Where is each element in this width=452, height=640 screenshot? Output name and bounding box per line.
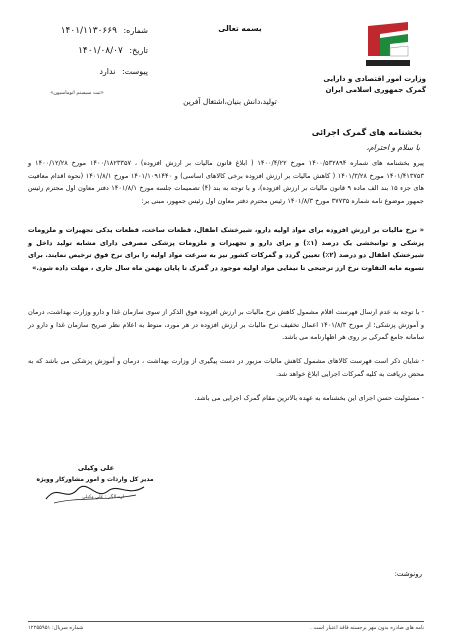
org-ministry: وزارت امور اقتصادی و دارایی	[323, 75, 426, 83]
basmala: بسمه تعالی	[218, 24, 262, 33]
salutation: با سلام و احترام،	[366, 143, 420, 152]
letter-number-row	[18, 26, 148, 36]
cc-label: رونوشت:	[394, 570, 422, 578]
bullet-3: - مسئولیت حسن اجرای این بخشنامه به عهده بالاترین مقام گمرک اجرایی می باشد.	[194, 394, 424, 402]
letter-attachment: ندارد	[99, 67, 116, 76]
footer-tracking: شماره سریال: ۱۲۲۵۵۹۵۱	[28, 625, 84, 631]
handwritten-signature	[36, 477, 156, 507]
footer-note: نامه های صادره بدون مهر برجسته فاقد اعتبار است .	[310, 625, 424, 631]
document-title: بخشنامه های گمرک اجرائی	[311, 127, 422, 137]
bullet-1: - با توجه به عدم ارسال فهرست اقلام مشمول کاهش نرخ مالیات بر ارزش افزوده فوق الذکر از سوی سازمان غذا و دارو وزارت بهداشت، درمان و آموزش پزشکی؛ از مورخ ۱۴۰۱/۸/۳ اعمال تخفیف نرخ مالیات بر ارزش افزوده در هر مورد، منوط به اعلام نظر صریح سازمان غذا و دارو در سامانه جامع گمرکی بر روی هر اظهارنامه می باشد.	[28, 308, 424, 342]
letter-date-row	[18, 46, 148, 56]
signer-name: علی وکیلی	[77, 464, 115, 472]
production-line: تولید،دانش بنیان،اشتغال آفرین	[183, 97, 277, 106]
letter-attachment-row	[18, 67, 148, 76]
intro-paragraph: پیرو بخشنامه های شماره ۱۴۰۰/۵۳۲۸۹۴ مورخ ۱۴۰۰/۴/۲۲ ( ابلاغ قانون مالیات بر ارزش افزوده) ، ۱۴۰۰/۱۸۲۳۳۵۷ مورخ ۱۴۰۰/۱۲/۲۸ و ۱۴۰۱/۴۱۳۷۵۳ مورخ ۱۴۰۱/۳/۲۸ ( کاهش مالیات بر ارزش افزوده برخی کالاهای اساسی) و ۱۴۰۱/۱۰۹۱۴۴۰ مورخ ۱۴۰۱/۸/۱ (نحوه اقدام معافیت های جزء ۱۵ بند الف ماده ۹ قانون مالیات بر ارزش افزوده)، و با توجه به بند (۴) تصمیمات جلسه مورخ ۱۴۰۱/۸/۱ دفتر معاون اول محترم رئیس جمهور موضوع نامه شماره ۳۷۷۳۵ مورخ ۱۴۰۱/۸/۳ رئیس محترم دفتر معاون اول رئیس جمهور، مبنی بر:	[28, 159, 424, 205]
footer-divider	[28, 621, 424, 622]
org-customs: گمرک جمهوری اسلامی ایران	[325, 86, 426, 94]
letter-attachment-label: پیوست:	[121, 67, 148, 76]
bullet-2: - شایان ذکر است فهرست کالاهای مشمول کاهش مالیات مزبور در دست پیگیری از وزارت بهداشت ، درمان و آموزش پزشکی می باشد که به محض دریافت به کلیه گمرکات اجرایی ابلاغ خواهد شد.	[28, 357, 424, 378]
signer-position: مدیر کل واردات و امور مشاورکار وویژه	[36, 476, 154, 483]
customs-logo	[360, 14, 416, 72]
sender-stamp: ارسالگر : علی وکیلی	[81, 495, 125, 500]
letter-number-label: شماره:	[123, 26, 148, 35]
quote-paragraph: « نرخ مالیات بر ارزش افزوده برای مواد اولیه دارو، شیرخشک اطفال، قطعات ساخت، قطعات یدکی تجهیزات و ملزومات پزشکی و توانبخشی یک درصد (۱٪) و برای دارو و تجهیزات و ملزومات پزشکی مصرفی دارای مشابه تولید داخل و شیرخشک اطفال دو درصد (۲٪) تعیین گردد و گمرکات کشور نیز به سرعت مواد اولیه را برای نرخ فوق ترخیص نمایند. برای تسویه مابه التفاوت نرخ ارز ترجیحی تا نیمایی مواد اولیه موجود در گمرک تا پایان بهمن ماه سال جاری ، مهلت داده شود.»	[28, 226, 425, 272]
system-note: «ثبت سیستم اتوماسیون»	[50, 90, 104, 96]
letter-date-label: تاریخ:	[129, 46, 148, 55]
letter-date: ۱۴۰۱/۰۸/۰۷	[78, 46, 123, 56]
letter-number: ۱۴۰۱/۱۱۳۰۶۶۹	[60, 26, 117, 36]
